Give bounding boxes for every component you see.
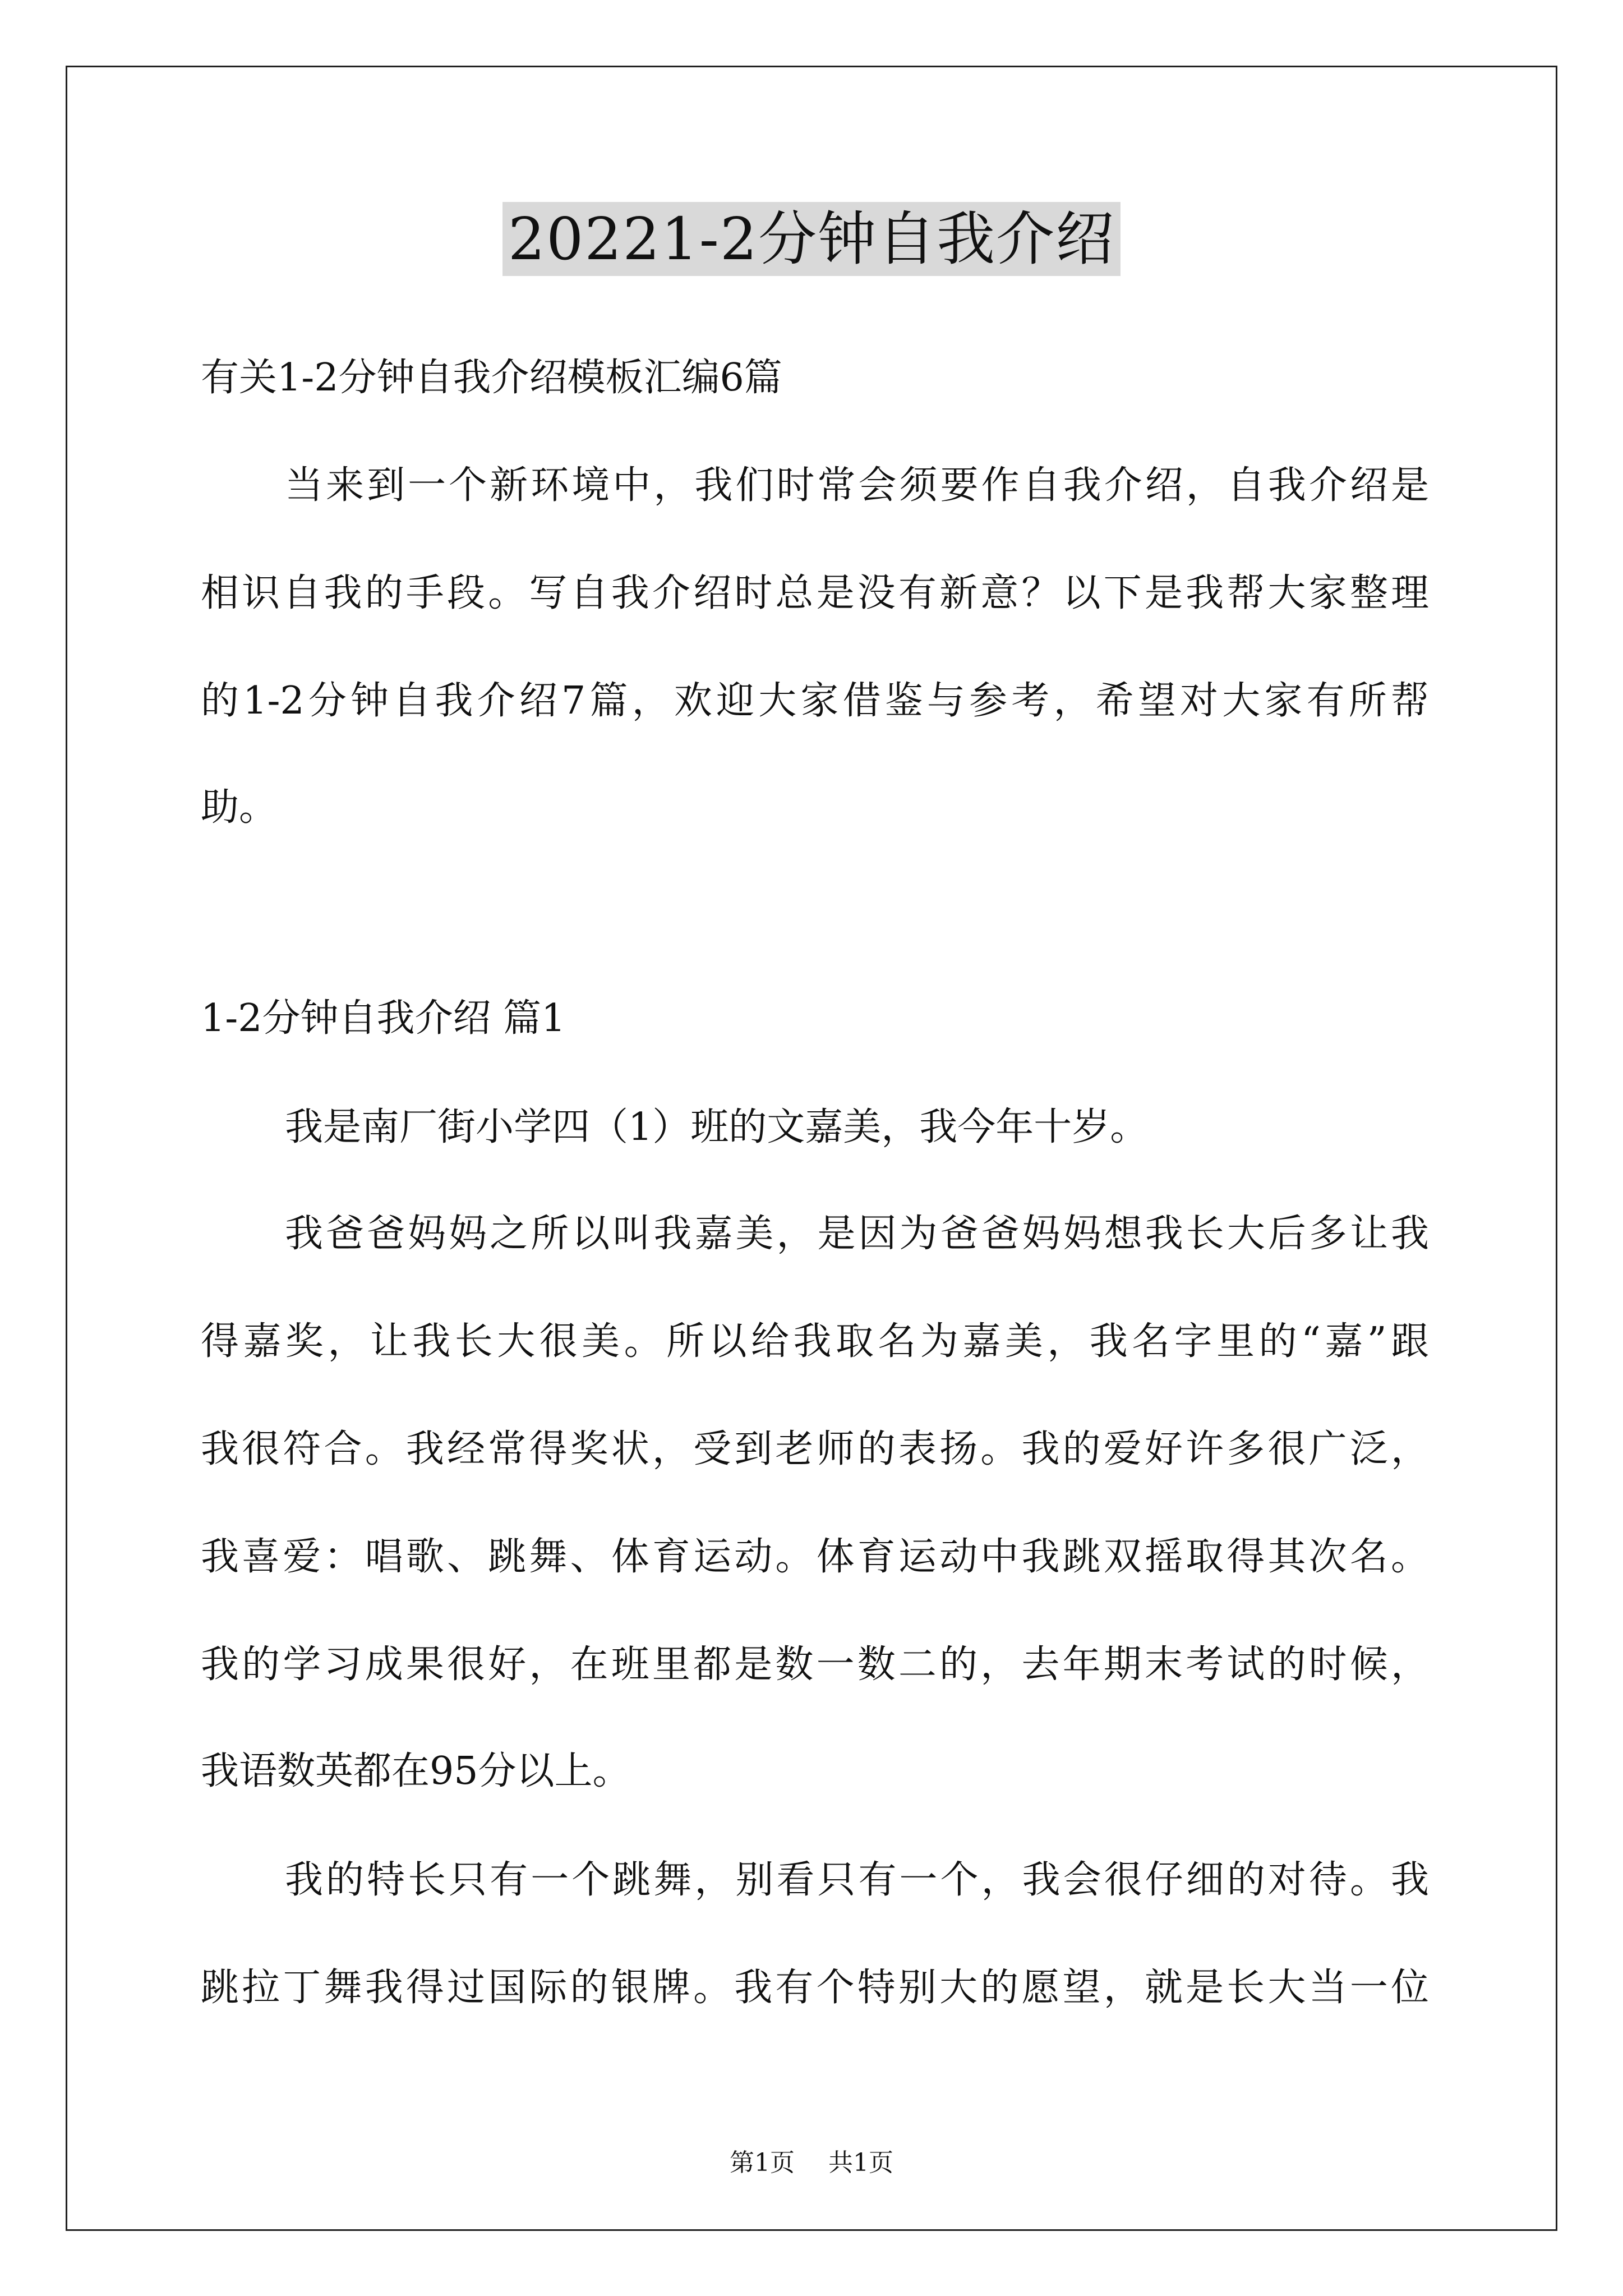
paragraph-line: 我的学习成果很好，在班里都是数一数二的，去年期末考试的时候， (201, 1642, 1429, 1687)
intro-line: 的1-2分钟自我介绍7篇，欢迎大家借鉴与参考，希望对大家有所帮 (201, 679, 1429, 723)
paragraph-line: 得嘉奖，让我长大很美。所以给我取名为嘉美，我名字里的“嘉”跟 (201, 1319, 1429, 1364)
document-subtitle: 有关1-2分钟自我介绍模板汇编6篇 (201, 356, 782, 400)
paragraph-line: 我语数英都在95分以上。 (201, 1749, 631, 1793)
page-footer (0, 2147, 1623, 2179)
page-total: 共1页 (828, 2148, 893, 2177)
intro-line: 相识自我的手段。写自我介绍时总是没有新意？以下是我帮大家整理 (201, 571, 1429, 615)
paragraph-line: 我爸爸妈妈之所以叫我嘉美，是因为爸爸妈妈想我长大后多让我 (285, 1212, 1429, 1256)
document-title: 20221-2分钟自我介绍 (502, 202, 1121, 276)
paragraph-line: 我喜爱：唱歌、跳舞、体育运动。体育运动中我跳双摇取得其次名。 (201, 1535, 1429, 1579)
paragraph-line: 跳拉丁舞我得过国际的银牌。我有个特别大的愿望，就是长大当一位 (201, 1966, 1429, 2010)
paragraph-line: 我的特长只有一个跳舞，别看只有一个，我会很仔细的对待。我 (285, 1858, 1429, 1902)
paragraph-line: 我很符合。我经常得奖状，受到老师的表扬。我的爱好许多很广泛， (201, 1427, 1429, 1471)
section-heading: 1-2分钟自我介绍 篇1 (201, 996, 566, 1041)
title-container (0, 202, 1623, 276)
intro-line: 助。 (201, 785, 278, 830)
paragraph-line: 我是南厂街小学四（1）班的文嘉美，我今年十岁。 (285, 1105, 1149, 1149)
intro-line: 当来到一个新环境中，我们时常会须要作自我介绍，自我介绍是 (285, 463, 1429, 508)
page-number: 第1页 (730, 2148, 795, 2177)
